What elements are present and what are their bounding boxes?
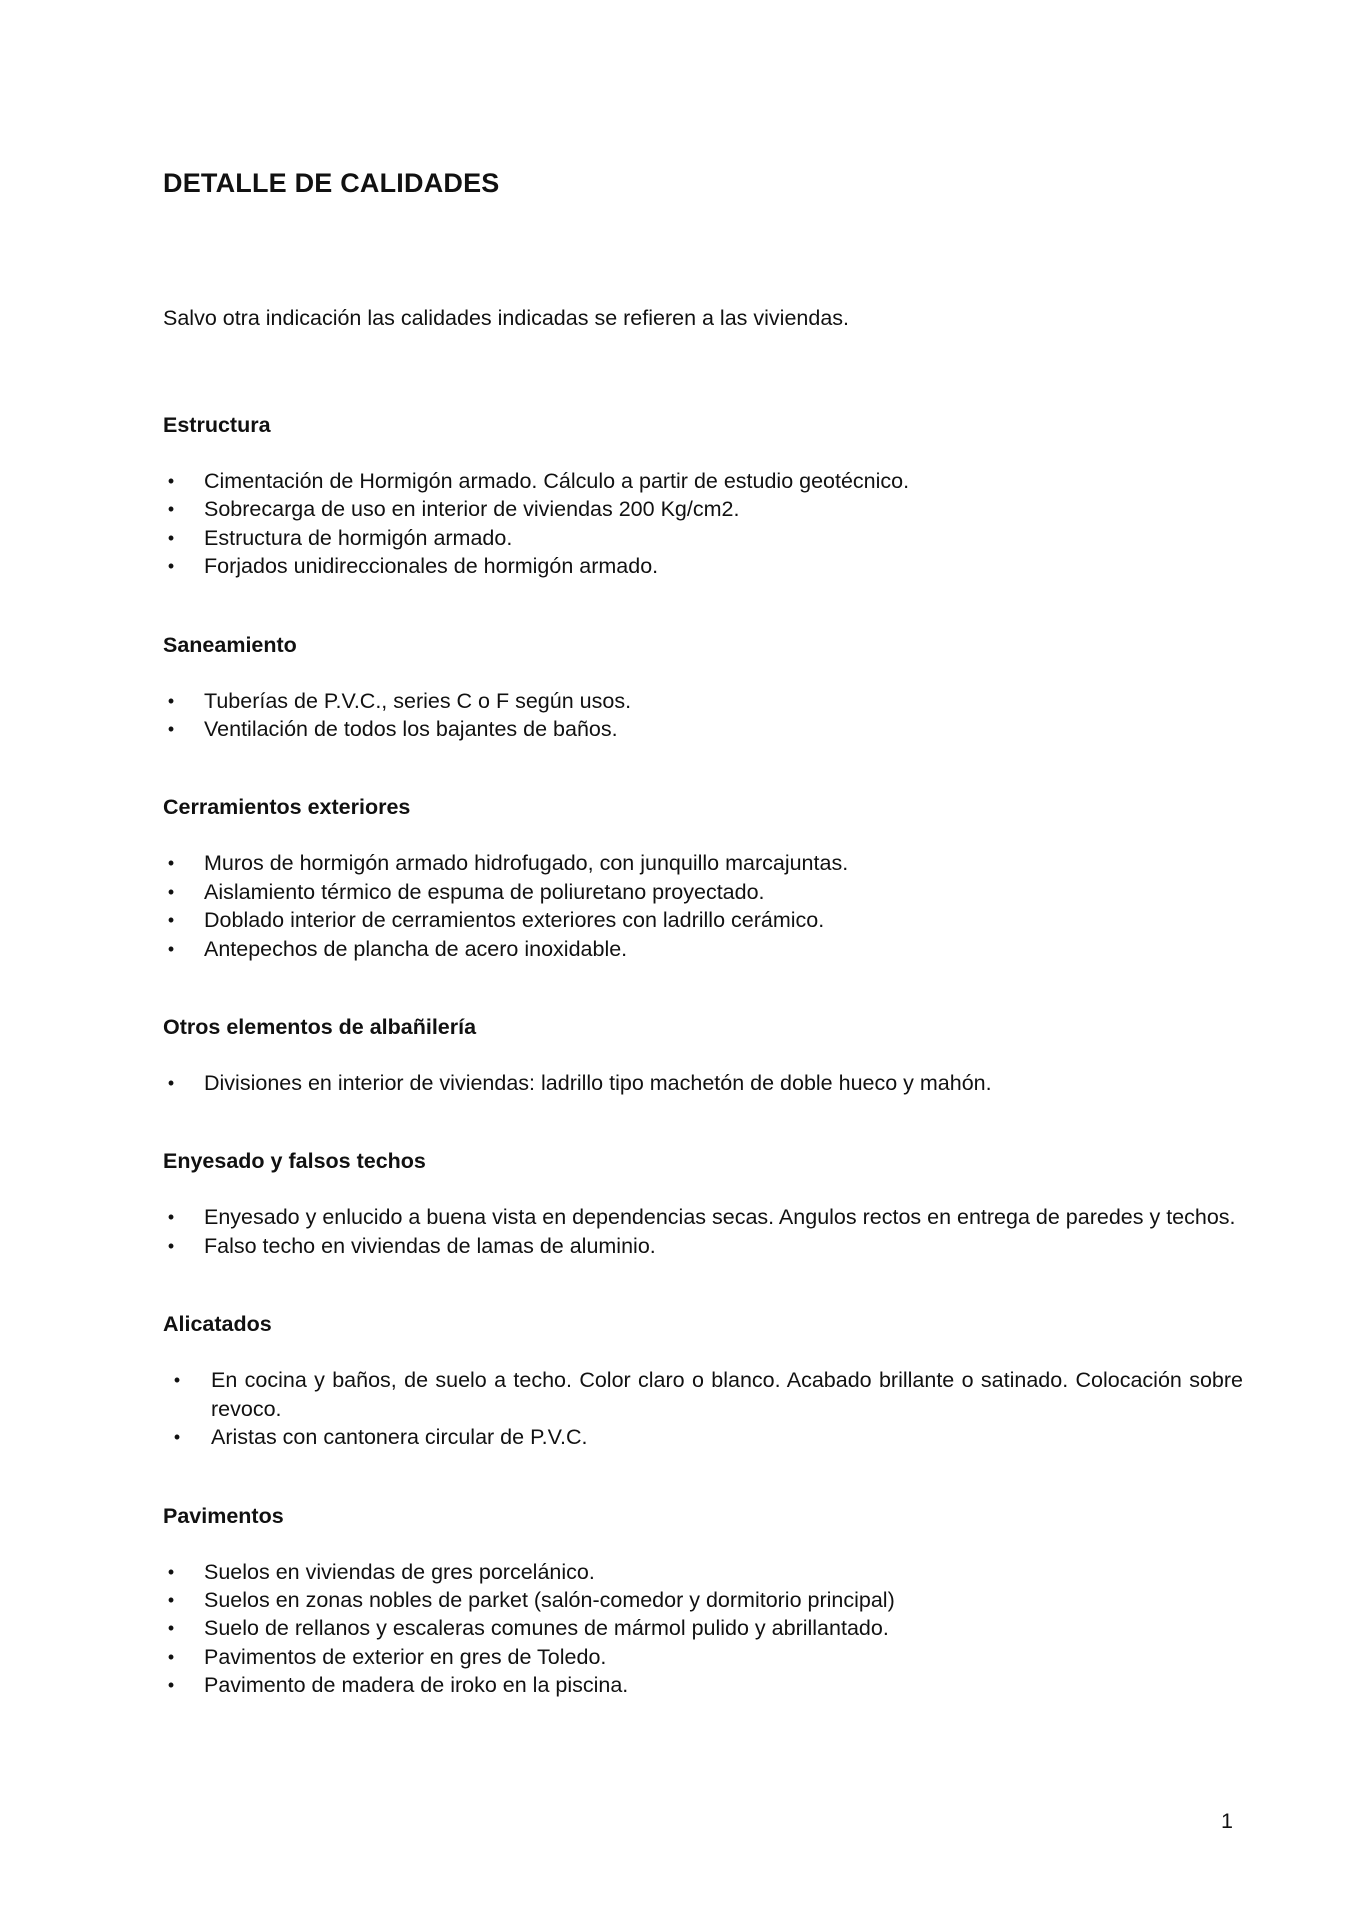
bullet-list <box>163 467 1243 581</box>
section-pavimentos <box>163 1503 1243 1700</box>
list-item-text: Tuberías de P.V.C., series C o F según usos. <box>204 688 632 713</box>
bullet-icon: • <box>167 1618 175 1639</box>
list-item-text: Pavimento de madera de iroko en la piscina. <box>204 1673 629 1698</box>
section-heading: Enyesado y falsos techos <box>163 1149 426 1174</box>
bullet-list <box>163 687 1243 744</box>
list-item <box>163 495 1243 523</box>
bullet-icon: • <box>167 881 175 902</box>
bullet-icon: • <box>167 1589 175 1610</box>
list-item <box>163 1423 1243 1451</box>
bullet-list <box>163 1558 1243 1700</box>
list-item-text: Falso techo en viviendas de lamas de aluminio. <box>204 1233 656 1258</box>
bullet-list <box>163 849 1243 963</box>
list-item <box>163 1203 1243 1231</box>
list-item <box>163 1069 1243 1097</box>
bullet-icon: • <box>167 1561 175 1582</box>
list-item-text: Suelos en zonas nobles de parket (salón-comedor y dormitorio principal) <box>204 1587 895 1612</box>
list-item-text: Doblado interior de cerramientos exteriores con ladrillo cerámico. <box>204 908 825 933</box>
list-item <box>163 1586 1243 1614</box>
bullet-icon: • <box>167 853 175 874</box>
list-item <box>163 1558 1243 1586</box>
section-heading: Otros elementos de albañilería <box>163 1015 477 1040</box>
list-item-text: Divisiones en interior de viviendas: ladrillo tipo machetón de doble hueco y mahón. <box>204 1071 992 1096</box>
list-item-text: Sobrecarga de uso en interior de viviendas 200 Kg/cm2. <box>204 497 740 522</box>
list-item-text: Ventilación de todos los bajantes de baños. <box>204 717 618 742</box>
section-cerramientos-exteriores <box>163 794 1243 963</box>
bullet-icon: • <box>167 556 175 577</box>
section-heading: Pavimentos <box>163 1503 284 1528</box>
list-item <box>163 1643 1243 1671</box>
list-item <box>163 906 1243 934</box>
section-saneamiento <box>163 632 1243 744</box>
bullet-icon: • <box>167 1073 175 1094</box>
list-item-text: Muros de hormigón armado hidrofugado, con junquillo marcajuntas. <box>204 851 849 876</box>
section-heading: Saneamiento <box>163 632 297 657</box>
list-item <box>163 467 1243 495</box>
list-item-text: Suelo de rellanos y escaleras comunes de mármol pulido y abrillantado. <box>204 1616 889 1641</box>
bullet-icon: • <box>167 527 175 548</box>
page-number: 1 <box>1221 1809 1233 1833</box>
bullet-icon: • <box>173 1427 181 1448</box>
bullet-icon: • <box>167 471 175 491</box>
list-item-text: Cimentación de Hormigón armado. Cálculo a partir de estudio geotécnico. <box>204 469 910 493</box>
list-item-text: Antepechos de plancha de acero inoxidable. <box>204 936 628 961</box>
list-item-text: Estructura de hormigón armado. <box>204 525 513 550</box>
list-item-text: Forjados unidireccionales de hormigón armado. <box>204 554 659 579</box>
bullet-icon: • <box>167 719 175 740</box>
bullet-list <box>163 1203 1243 1260</box>
section-alicatados <box>163 1311 1243 1451</box>
bullet-icon: • <box>173 1370 181 1391</box>
section-estructura <box>163 412 1243 581</box>
list-item-text: Enyesado y enlucido a buena vista en dependencias secas. Angulos rectos en entrega de paredes y techos. <box>204 1205 1236 1230</box>
section-heading: Estructura <box>163 413 271 437</box>
list-item <box>163 849 1243 877</box>
list-item <box>163 687 1243 715</box>
section-heading: Cerramientos exteriores <box>163 795 411 820</box>
bullet-icon: • <box>167 499 175 520</box>
bullet-icon: • <box>167 690 175 711</box>
section-otros-elementos-albanileria <box>163 1014 1243 1097</box>
list-item <box>163 935 1243 963</box>
list-item <box>163 878 1243 906</box>
bullet-icon: • <box>167 1646 175 1667</box>
list-item <box>163 715 1243 743</box>
list-item <box>163 524 1243 552</box>
section-enyesado-falsos-techos <box>163 1148 1243 1260</box>
bullet-icon: • <box>167 1235 175 1256</box>
document-title: DETALLE DE CALIDADES <box>163 168 500 198</box>
bullet-list <box>163 1069 1243 1097</box>
bullet-icon: • <box>167 1675 175 1696</box>
bullet-icon: • <box>167 938 175 959</box>
list-item-text: Aislamiento térmico de espuma de poliuretano proyectado. <box>204 879 765 904</box>
list-item <box>163 552 1243 580</box>
list-item <box>163 1232 1243 1260</box>
list-item <box>163 1614 1243 1642</box>
intro-paragraph: Salvo otra indicación las calidades indicadas se refieren a las viviendas. <box>163 306 849 330</box>
section-heading: Alicatados <box>163 1312 272 1337</box>
list-item-text: Pavimentos de exterior en gres de Toledo. <box>204 1644 607 1669</box>
list-item-text: Aristas con cantonera circular de P.V.C. <box>211 1425 588 1450</box>
sections-container <box>163 412 1243 1751</box>
list-item-text: En cocina y baños, de suelo a techo. Color claro o blanco. Acabado brillante o satinado. Colocación sobre revoco. <box>211 1368 1243 1421</box>
bullet-icon: • <box>167 1207 175 1228</box>
bullet-list <box>163 1366 1243 1451</box>
list-item <box>163 1366 1243 1423</box>
list-item-text: Suelos en viviendas de gres porcelánico. <box>204 1559 595 1584</box>
list-item <box>163 1671 1243 1699</box>
bullet-icon: • <box>167 910 175 931</box>
